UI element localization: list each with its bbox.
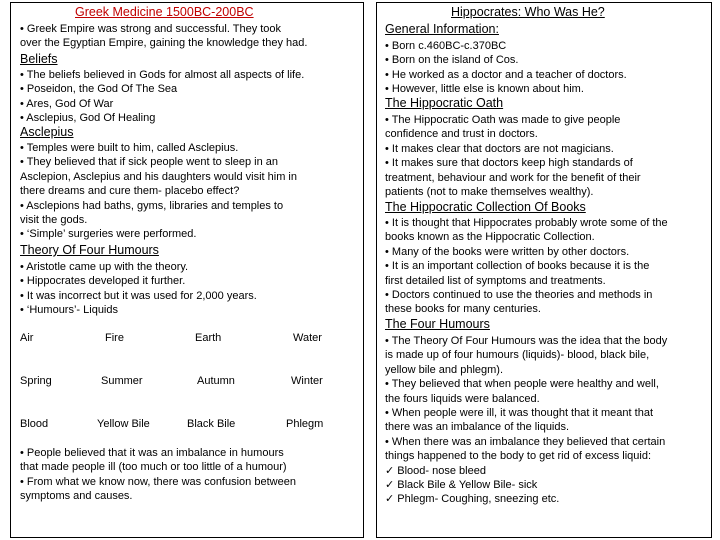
right-title: Hippocrates: Who Was He?: [451, 5, 605, 19]
four-humours-heading: The Four Humours: [385, 317, 490, 331]
table-cell: Phlegm: [286, 418, 324, 430]
left-column: [10, 2, 364, 538]
table-cell: Fire: [105, 332, 124, 344]
beliefs-heading: Beliefs: [20, 52, 58, 66]
collection-heading: The Hippocratic Collection Of Books: [385, 200, 586, 214]
oath-heading: The Hippocratic Oath: [385, 96, 504, 110]
right-column: [376, 2, 712, 538]
oath-text: • The Hippocratic Oath was made to give people confidence and trust in doctors. • It makes clear that doctors are not magicians. • It makes sure that doctors keep high standards of treatment, behaviour and work for the benefit of their patients (not to make themselves wealthy).: [385, 114, 641, 199]
general-heading: General Information:: [385, 22, 499, 36]
humours-text: • Aristotle came up with the theory. • Hippocrates developed it further. • It was incorrect but it was used for 2,000 years. • ‘Humours’- Liquids: [20, 261, 257, 317]
humours-heading: Theory Of Four Humours: [20, 243, 159, 257]
closing-text: • People believed that it was an imbalance in humours that made people ill (too much or too little of a humour) • From what we know now, there was confusion between symptoms and causes.: [20, 447, 296, 503]
table-cell: Spring: [20, 375, 52, 387]
table-cell: Autumn: [197, 375, 235, 387]
table-cell: Air: [20, 332, 34, 344]
general-text: • Born c.460BC-c.370BC • Born on the island of Cos. • He worked as a doctor and a teacher of doctors. • However, little else is known about him.: [385, 40, 627, 96]
collection-text: • It is thought that Hippocrates probably wrote some of the books known as the Hippocratic Collection. • Many of the books were written by other doctors. • It is an important collection of books because it is the first detailed list of symptoms and treatments. • Doctors continued to use the theories and methods in these books for many centuries.: [385, 217, 668, 316]
table-cell: Summer: [101, 375, 143, 387]
table-cell: Water: [293, 332, 322, 344]
four-humours-text: • The Theory Of Four Humours was the idea that the body is made up of four humours (liquids)- blood, black bile, yellow bile and phlegm). • They believed that when people were healthy and well, the fours liquids were balanced. • When people were ill, it was thought that it meant that there was an imbalance of the liquids. • When there was an imbalance they believed that certain things happened to the body to get rid of excess liquid: ✓ Blood- nose bleed ✓ Black Bile & Yellow Bile- sick ✓ Phlegm- Coughing, sneezing etc.: [385, 335, 668, 506]
asclepius-heading: Asclepius: [20, 125, 74, 139]
asclepius-text: • Temples were built to him, called Asclepius. • They believed that if sick people went to sleep in an Asclepion, Asclepius and his daughters would visit him in there dreams and cure them- placebo effect? • Asclepions had baths, gyms, libraries and temples to visit the gods. • ‘Simple’ surgeries were performed.: [20, 142, 297, 241]
left-title: Greek Medicine 1500BC-200BC: [75, 5, 254, 19]
table-cell: Winter: [291, 375, 323, 387]
table-cell: Earth: [195, 332, 222, 344]
intro-text: • Greek Empire was strong and successful. They took over the Egyptian Empire, gaining the knowledge they had.: [20, 23, 308, 50]
table-cell: Yellow Bile: [97, 418, 150, 430]
beliefs-text: • The beliefs believed in Gods for almost all aspects of life. • Poseidon, the God Of The Sea • Ares, God Of War • Asclepius, God Of Healing: [20, 69, 305, 125]
table-cell: Black Bile: [187, 418, 236, 430]
table-cell: Blood: [20, 418, 49, 430]
